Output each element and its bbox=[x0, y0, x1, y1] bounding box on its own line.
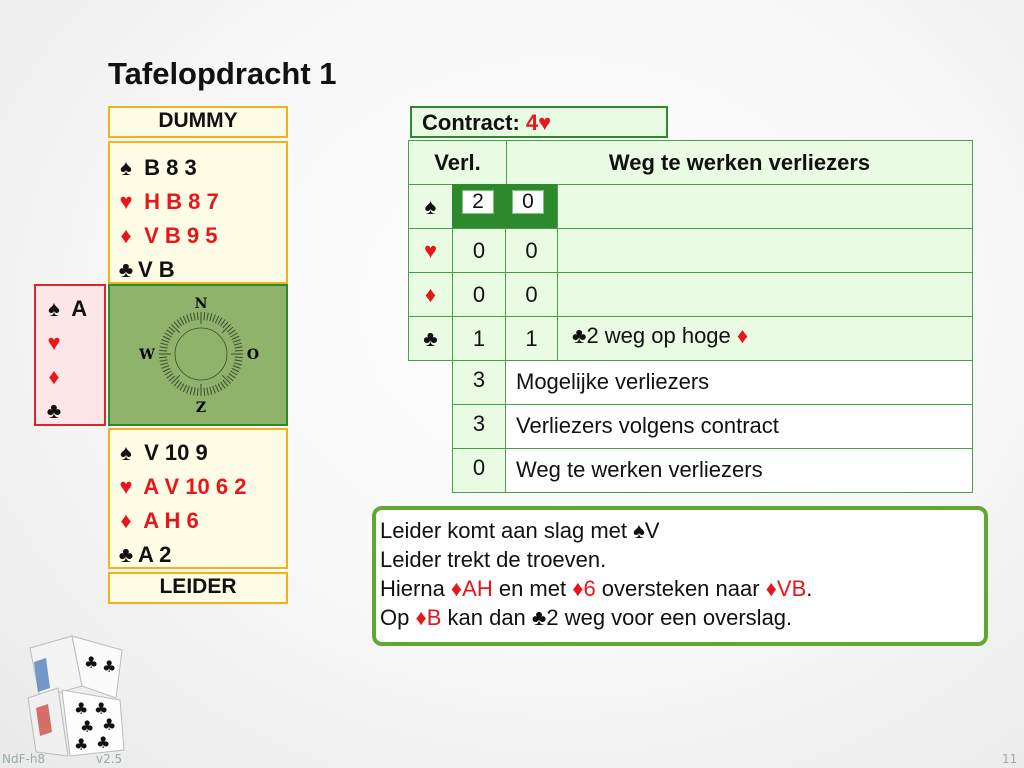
declarer-hand bbox=[108, 428, 288, 569]
row-suit-hearts bbox=[408, 228, 453, 273]
declarer-row-diamonds bbox=[114, 504, 286, 538]
diamond-icon: ♦ bbox=[572, 576, 584, 601]
compass-tick bbox=[204, 388, 205, 396]
west-row-diamonds bbox=[42, 360, 104, 394]
compass-tick bbox=[171, 324, 179, 332]
summary-contract-losers-value: 3 bbox=[452, 404, 506, 449]
dummy-row-spades bbox=[114, 151, 286, 185]
explanation-text: en met bbox=[492, 576, 573, 601]
diamond-icon: ♦ bbox=[120, 508, 132, 533]
dummy-hand bbox=[108, 141, 288, 284]
summary-discard-losers-label: Weg te werken verliezers bbox=[505, 448, 973, 493]
explanation-line-3 bbox=[380, 574, 984, 603]
compass-tick bbox=[221, 320, 226, 327]
compass-tick bbox=[169, 376, 175, 381]
compass-tick bbox=[187, 315, 190, 323]
explanation-text: V bbox=[644, 518, 660, 543]
compass-tick bbox=[222, 375, 230, 383]
explanation-text: . bbox=[806, 576, 813, 601]
club-icon: ♣ bbox=[423, 325, 438, 351]
explanation-text: Op bbox=[380, 605, 416, 630]
compass-west: W bbox=[139, 347, 155, 363]
compass-table bbox=[108, 284, 288, 426]
compass-tick bbox=[230, 371, 237, 375]
footer-version: v2.5 bbox=[96, 752, 123, 766]
dummy-hearts-cards: H B 8 7 bbox=[144, 189, 219, 214]
compass-tick bbox=[174, 380, 179, 386]
compass-tick bbox=[229, 374, 236, 379]
compass-tick bbox=[223, 380, 228, 386]
compass-tick bbox=[163, 368, 170, 371]
compass-tick bbox=[187, 386, 190, 394]
diamonds-losers: 0 bbox=[452, 272, 506, 317]
west-row-hearts bbox=[42, 326, 104, 360]
compass-tick bbox=[215, 316, 218, 323]
svg-text:♣: ♣ bbox=[80, 717, 95, 736]
declarer-row-clubs bbox=[114, 538, 286, 572]
compass-tick bbox=[177, 320, 182, 327]
explanation-card: AH bbox=[462, 576, 493, 601]
club-icon: ♣ bbox=[118, 542, 134, 567]
club-icon: ♣ bbox=[118, 257, 134, 282]
spade-icon: ♠ bbox=[48, 296, 60, 321]
compass-tick bbox=[183, 385, 186, 392]
spade-icon: ♠ bbox=[633, 518, 645, 543]
clubs-note bbox=[557, 316, 973, 361]
row-suit-clubs bbox=[408, 316, 453, 361]
declarer-row-spades bbox=[114, 436, 286, 470]
compass-tick bbox=[229, 330, 236, 335]
heart-icon: ♥ bbox=[423, 237, 438, 263]
compass-tick bbox=[197, 312, 198, 320]
west-hand bbox=[34, 284, 106, 426]
compass-tick bbox=[183, 316, 186, 323]
compass-tick bbox=[194, 313, 195, 321]
hearts-discardable: 0 bbox=[505, 228, 558, 273]
compass-tick bbox=[215, 385, 218, 392]
diamond-icon: ♦ bbox=[415, 605, 427, 630]
compass-tick bbox=[174, 322, 179, 328]
clubs-discardable: 1 bbox=[505, 316, 558, 361]
svg-text:♣: ♣ bbox=[94, 699, 109, 718]
compass-tick bbox=[207, 387, 208, 395]
compass-tick bbox=[235, 350, 243, 351]
explanation-card: VB bbox=[776, 576, 807, 601]
compass-tick bbox=[194, 387, 195, 395]
compass-tick bbox=[223, 322, 228, 328]
diamonds-discardable: 0 bbox=[505, 272, 558, 317]
diamond-icon: ♦ bbox=[765, 576, 777, 601]
compass-tick bbox=[180, 383, 184, 390]
spades-note bbox=[557, 184, 973, 229]
spades-losers: 2 bbox=[462, 190, 494, 214]
explanation-card: 6 bbox=[583, 576, 596, 601]
contract-box bbox=[410, 106, 668, 138]
declarer-hearts-cards: A V 10 6 2 bbox=[143, 474, 247, 499]
clubs-losers: 1 bbox=[452, 316, 506, 361]
svg-text:♣: ♣ bbox=[74, 735, 89, 754]
compass-tick bbox=[221, 382, 226, 389]
compass-tick bbox=[227, 376, 233, 381]
page-title: Tafelopdracht 1 bbox=[108, 56, 337, 91]
compass-tick bbox=[162, 340, 170, 343]
dummy-spades-cards: B 8 3 bbox=[144, 155, 197, 180]
compass-tick bbox=[210, 313, 212, 321]
west-row-spades bbox=[42, 292, 104, 326]
svg-text:♣: ♣ bbox=[102, 657, 117, 676]
explanation-text: Leider komt aan slag met bbox=[380, 518, 634, 543]
hearts-note bbox=[557, 228, 973, 273]
compass-tick bbox=[213, 386, 216, 394]
explanation-line-2: Leider trekt de troeven. bbox=[380, 547, 607, 572]
compass-tick bbox=[165, 333, 172, 337]
compass-tick bbox=[171, 375, 179, 383]
compass-north: N bbox=[194, 296, 208, 312]
compass-tick bbox=[232, 336, 239, 339]
contract-value: 4♥ bbox=[525, 110, 552, 135]
compass-tick bbox=[180, 318, 184, 325]
highlighted-cells bbox=[452, 184, 558, 229]
compass-tick bbox=[234, 363, 242, 365]
card-house-logo bbox=[10, 628, 138, 760]
svg-text:♣: ♣ bbox=[96, 733, 111, 752]
compass-tick bbox=[163, 336, 170, 339]
dummy-clubs-cards: V B bbox=[138, 257, 175, 282]
row-suit-spades bbox=[408, 184, 453, 229]
explanation-card: B bbox=[426, 605, 442, 630]
compass-tick bbox=[234, 347, 242, 348]
west-spades-cards: A bbox=[71, 296, 88, 321]
summary-possible-losers-label: Mogelijke verliezers bbox=[505, 360, 973, 405]
clubs-note-text: 2 weg op hoge bbox=[586, 323, 737, 348]
explanation-text: Hierna bbox=[380, 576, 451, 601]
heart-icon: ♥ bbox=[119, 474, 133, 499]
spade-icon: ♠ bbox=[120, 440, 132, 465]
compass-tick bbox=[233, 340, 241, 343]
row-suit-diamonds bbox=[408, 272, 453, 317]
compass-tick bbox=[165, 371, 172, 375]
declarer-label: LEIDER bbox=[108, 572, 288, 604]
compass-tick bbox=[197, 388, 198, 396]
compass-tick bbox=[235, 357, 243, 358]
explanation-line-1 bbox=[380, 516, 984, 545]
dummy-row-clubs bbox=[114, 253, 286, 287]
dummy-row-hearts bbox=[114, 185, 286, 219]
compass-tick bbox=[159, 357, 167, 358]
summary-possible-losers-value: 3 bbox=[452, 360, 506, 405]
diamond-icon: ♦ bbox=[48, 364, 60, 389]
compass-tick bbox=[218, 383, 222, 390]
compass-tick bbox=[210, 387, 212, 395]
diamonds-note bbox=[557, 272, 973, 317]
compass-tick bbox=[204, 312, 205, 320]
svg-text:♣: ♣ bbox=[102, 715, 117, 734]
explanation-text: oversteken naar bbox=[595, 576, 766, 601]
compass-tick bbox=[227, 327, 233, 332]
column-header-verl: Verl. bbox=[408, 140, 507, 185]
west-row-clubs bbox=[42, 394, 104, 428]
footer-left: NdF-h8 bbox=[2, 752, 46, 766]
explanation-box bbox=[372, 506, 988, 646]
compass-tick bbox=[218, 318, 222, 325]
club-icon: ♣ bbox=[46, 398, 62, 423]
explanation-line-4 bbox=[380, 603, 984, 632]
compass-tick bbox=[169, 327, 175, 332]
compass-east: O bbox=[246, 347, 260, 363]
compass-tick bbox=[213, 315, 216, 323]
compass-tick bbox=[159, 350, 167, 351]
spade-icon: ♠ bbox=[424, 193, 437, 219]
compass-tick bbox=[190, 313, 192, 321]
diamond-icon: ♦ bbox=[450, 576, 463, 601]
club-icon: ♣ bbox=[572, 323, 587, 348]
compass-tick bbox=[234, 343, 242, 345]
compass-tick bbox=[160, 363, 168, 365]
declarer-row-hearts bbox=[114, 470, 286, 504]
compass-tick bbox=[177, 382, 182, 389]
explanation-text: kan dan bbox=[441, 605, 532, 630]
compass-tick bbox=[207, 313, 208, 321]
svg-text:♣: ♣ bbox=[84, 653, 99, 672]
compass-tick bbox=[160, 347, 168, 348]
svg-text:♣: ♣ bbox=[74, 699, 89, 718]
diamond-icon: ♦ bbox=[120, 223, 132, 248]
compass-tick bbox=[234, 360, 242, 361]
compass-tick bbox=[233, 366, 241, 369]
page-number: 11 bbox=[1002, 752, 1018, 766]
heart-icon: ♥ bbox=[47, 330, 61, 355]
spade-icon: ♠ bbox=[120, 155, 132, 180]
compass-tick bbox=[162, 366, 170, 369]
heart-icon: ♥ bbox=[119, 189, 133, 214]
column-header-weg: Weg te werken verliezers bbox=[506, 140, 973, 185]
compass-tick bbox=[230, 333, 237, 337]
compass-tick bbox=[160, 343, 168, 345]
summary-contract-losers-label: Verliezers volgens contract bbox=[505, 404, 973, 449]
diamond-icon: ♦ bbox=[424, 281, 437, 307]
diamond-icon: ♦ bbox=[736, 323, 749, 348]
declarer-spades-cards: V 10 9 bbox=[144, 440, 208, 465]
compass-icon bbox=[110, 286, 286, 424]
declarer-diamonds-cards: A H 6 bbox=[143, 508, 199, 533]
club-icon: ♣ bbox=[531, 605, 547, 630]
hearts-losers: 0 bbox=[452, 228, 506, 273]
dummy-diamonds-cards: V B 9 5 bbox=[144, 223, 218, 248]
compass-tick bbox=[160, 360, 168, 361]
declarer-clubs-cards: A 2 bbox=[138, 542, 172, 567]
spades-discardable: 0 bbox=[512, 190, 544, 214]
contract-label: Contract: bbox=[422, 110, 520, 135]
compass-tick bbox=[190, 387, 192, 395]
compass-tick bbox=[222, 324, 230, 332]
dummy-label: DUMMY bbox=[108, 106, 288, 138]
compass-tick bbox=[167, 374, 174, 379]
summary-discard-losers-value: 0 bbox=[452, 448, 506, 493]
explanation-text: 2 weg voor een overslag. bbox=[546, 605, 793, 630]
compass-south: Z bbox=[195, 400, 207, 416]
dummy-row-diamonds bbox=[114, 219, 286, 253]
compass-tick bbox=[232, 368, 239, 371]
compass-tick bbox=[167, 330, 174, 335]
